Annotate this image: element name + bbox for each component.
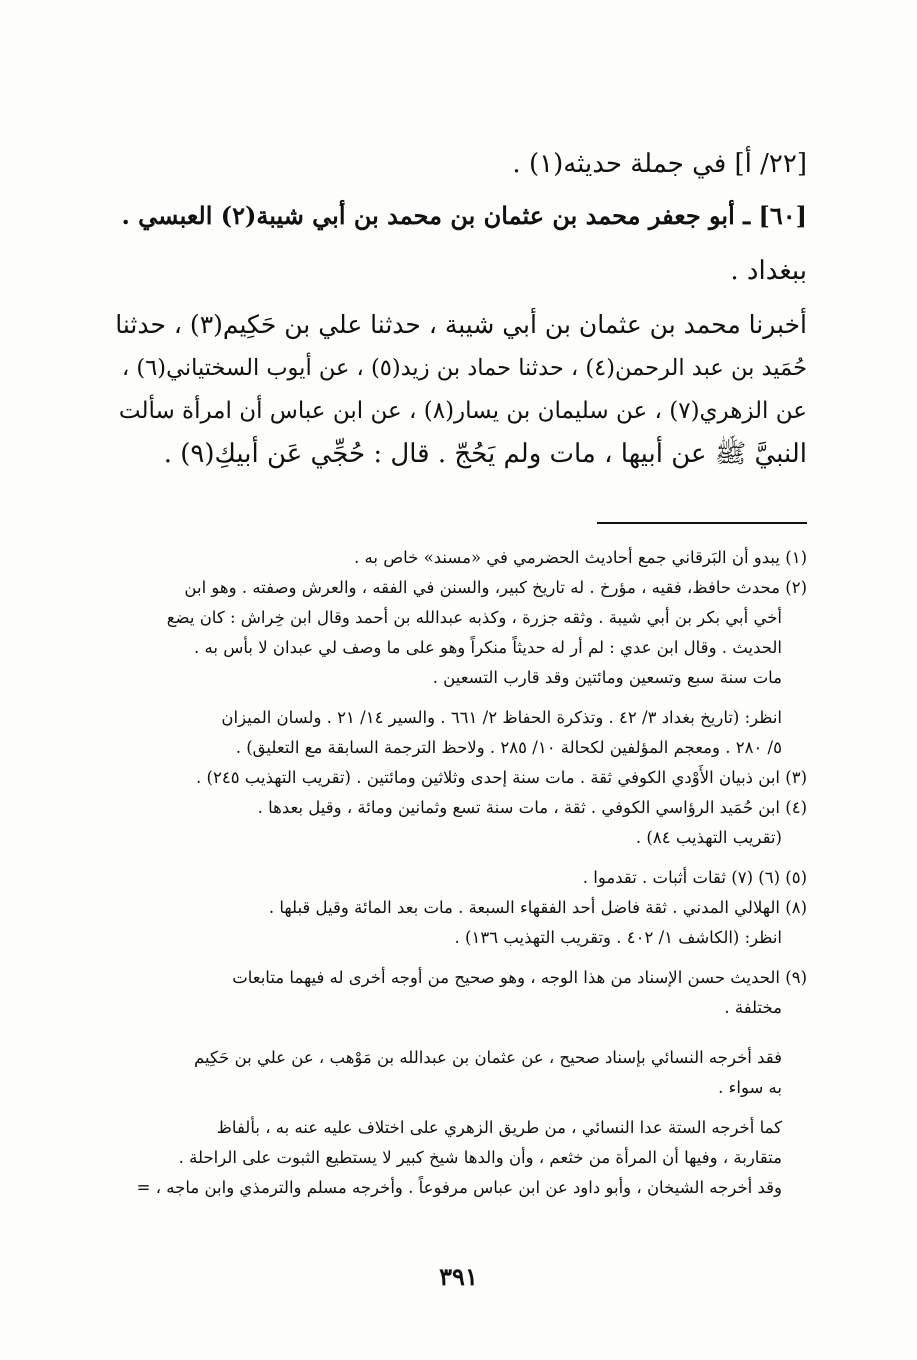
footnote-line: (٣) ابن ذبيان الأَوْدي الكوفي ثقة . مات سنة إحدى وثلاثين ومائتين . (تقريب التهذيب ٢٤٥) .	[196, 768, 807, 787]
footnote-line: الحديث . وقال ابن عدي : لم أر له حديثاً منكراً وهو على ما وصف لي عبدان لا بأس به .	[194, 638, 782, 657]
footnote-line: فقد أخرجه النسائي بإسناد صحيح ، عن عثمان بن عبدالله بن مَوْهب ، عن علي بن حَكِيم	[194, 1048, 782, 1067]
footnote-line: (٩) الحديث حسن الإسناد من هذا الوجه ، وهو صحيح من أوجه أخرى له فيهما متابعات	[232, 968, 807, 987]
footnote-line: به سواء .	[718, 1078, 782, 1097]
page-number: ٣٩١	[439, 1262, 478, 1291]
entry-heading: [٦٠] ـ أبو جعفر محمد بن عثمان بن محمد بن أبي شيبة(٢) العبسي .	[121, 201, 807, 230]
footnote-line: (تقريب التهذيب ٨٤) .	[635, 828, 782, 847]
footnote-separator	[597, 522, 807, 524]
footnote-line: (٨) الهلالي المدني . ثقة فاضل أحد الفقهاء السبعة . مات بعد المائة وقيل قبلها .	[268, 898, 807, 917]
footnote-line: أخي أبي بكر بن أبي شيبة . وثقه جزرة ، وكذبه عبدالله بن أحمد وقال ابن خِراش : كان يضع	[166, 608, 782, 627]
hadith-line-1: أخبرنا محمد بن عثمان بن أبي شيبة ، حدثنا علي بن حَكِيم(٣) ، حدثنا	[115, 310, 807, 339]
footnote-line: انظر: (تاريخ بغداد ٣/ ٤٢ . وتذكرة الحفاظ ٢/ ٦٦١ . والسير ١٤/ ٢١ . ولسان الميزان	[221, 708, 782, 727]
footnote-line: وقد أخرجه الشيخان ، وأبو داود عن ابن عباس مرفوعاً . وأخرجه مسلم والترمذي وابن ماجه ، =	[136, 1178, 782, 1197]
text-line-place: ببغداد .	[730, 256, 807, 286]
hadith-line-2: حُمَيد بن عبد الرحمن(٤) ، حدثنا حماد بن زيد(٥) ، عن أيوب السختياني(٦) ،	[122, 355, 807, 381]
hadith-line-4: النبيَّ ﷺ عن أبيها ، مات ولم يَحُجّ . قال : حُجِّي عَن أبيكِ(٩) .	[163, 439, 807, 469]
text-line-folio: [٢٢/ أ] في جملة حديثه(١) .	[512, 149, 807, 179]
footnote-line: كما أخرجه الستة عدا النسائي ، من طريق الزهري على اختلاف عليه عنه به ، بألفاظ	[216, 1118, 782, 1137]
footnote-line: (١) يبدو أن البَرقاني جمع أحاديث الحضرمي في «مسند» خاص به .	[354, 548, 807, 567]
hadith-line-3: عن الزهري(٧) ، عن سليمان بن يسار(٨) ، عن ابن عباس أن امرأة سألت	[118, 398, 807, 424]
footnote-line: ٥/ ٢٨٠ . ومعجم المؤلفين لكحالة ١٠/ ٢٨٥ . ولاحظ الترجمة السابقة مع التعليق) .	[235, 738, 782, 757]
footnote-line: (٢) محدث حافظ، فقيه ، مؤرخ . له تاريخ كبير، والسنن في الفقه ، والعرش وصفته . وهو ابن	[184, 578, 807, 597]
footnote-line: متقاربة ، وفيها أن المرأة من خثعم ، وأن والدها شيخ كبير لا يستطيع الثبوت على الراحلة .	[178, 1148, 782, 1167]
footnote-line: مختلفة .	[724, 998, 782, 1017]
footnote-line: مات سنة سبع وتسعين ومائتين وقد قارب التسعين .	[432, 668, 782, 687]
footnote-line: انظر: (الكاشف ١/ ٤٠٢ . وتقريب التهذيب ١٣٦) .	[454, 928, 782, 947]
footnote-line: (٥) (٦) (٧) ثقات أثبات . تقدموا .	[582, 868, 807, 887]
footnote-line: (٤) ابن حُمَيد الرؤاسي الكوفي . ثقة ، مات سنة تسع وثمانين ومائة ، وقيل بعدها .	[257, 798, 807, 817]
